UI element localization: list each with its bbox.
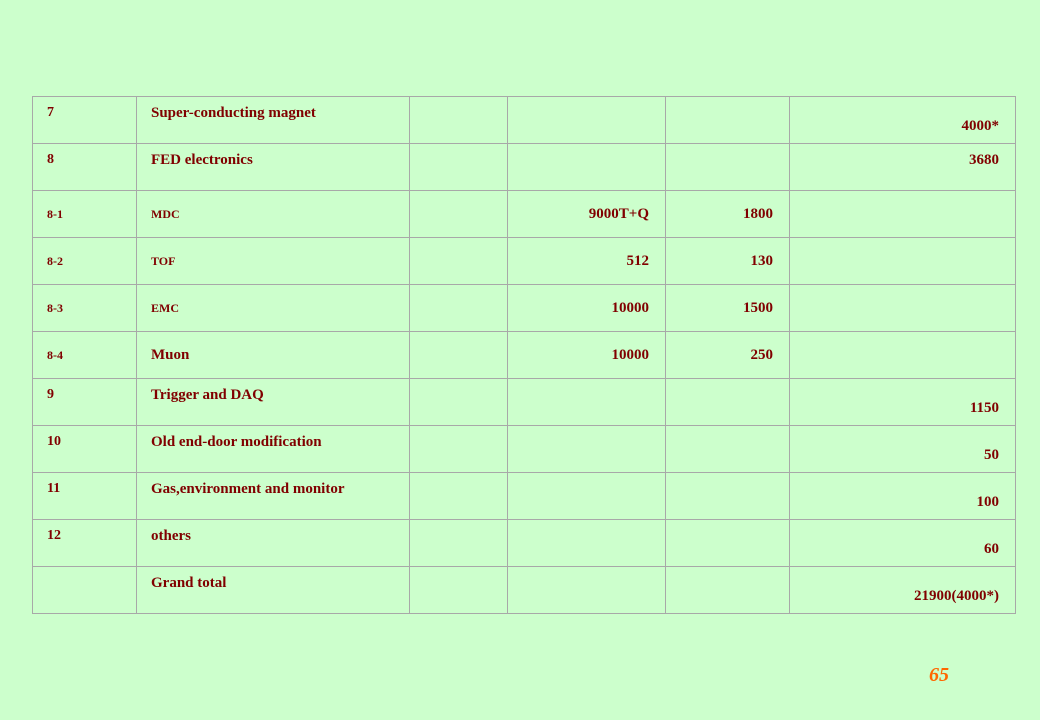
row-name: Grand total [151,575,227,591]
row-name: Trigger and DAQ [151,387,264,403]
row-name: Old end-door modification [151,434,322,450]
row-code [33,567,136,613]
row-name: Super-conducting magnet [151,105,316,121]
table-row [33,520,1016,567]
row-col2 [410,332,507,378]
row-col3 [508,97,665,143]
row-col2 [410,285,507,331]
row-total [790,238,1015,284]
row-total: 4000* [961,118,999,134]
row-col3 [508,144,665,190]
row-code: 9 [47,387,54,402]
row-col3 [508,520,665,566]
table-row [33,426,1016,473]
row-name: MDC [151,206,180,221]
row-total: 3680 [969,152,999,168]
row-col4 [666,520,789,566]
row-code: 12 [47,528,61,543]
table-row [33,473,1016,520]
table-row [33,238,1016,285]
table-row [33,97,1016,144]
row-code: 8-2 [47,253,63,268]
table-row [33,379,1016,426]
row-col4 [666,379,789,425]
row-code: 8-4 [47,347,63,362]
row-col4: 250 [750,346,773,363]
row-col2 [410,144,507,190]
row-name: FED electronics [151,152,253,168]
row-code: 8-1 [47,206,63,221]
row-col3: 512 [626,252,649,269]
row-col3 [508,473,665,519]
row-col4: 130 [750,252,773,269]
row-total: 50 [984,447,999,463]
row-name: others [151,528,191,544]
row-code: 10 [47,434,61,449]
row-col2 [410,520,507,566]
row-total: 21900(4000*) [914,588,999,604]
table-row-grand-total [33,567,1016,614]
row-col4 [666,426,789,472]
table-row [33,285,1016,332]
row-total: 60 [984,541,999,557]
row-name: Gas,environment and monitor [151,481,345,497]
row-col2 [410,379,507,425]
row-col3 [508,379,665,425]
row-code: 7 [47,105,54,120]
table-row [33,332,1016,379]
table-row [33,144,1016,191]
table-row [33,191,1016,238]
row-col3: 9000T+Q [588,205,649,222]
row-name: Muon [151,346,190,363]
cost-table-container [32,96,1016,614]
row-col3: 10000 [611,346,649,363]
row-col2 [410,426,507,472]
row-code: 8 [47,152,54,167]
row-col4: 1800 [743,205,773,222]
row-col4: 1500 [743,299,773,316]
row-col4 [666,567,789,613]
row-col2 [410,97,507,143]
page-number: 65 [929,664,949,686]
row-col3 [508,567,665,613]
row-col2 [410,567,507,613]
row-total [790,332,1015,378]
row-total: 1150 [969,400,999,416]
row-name: EMC [151,300,179,315]
row-total [790,285,1015,331]
row-col4 [666,97,789,143]
row-name: TOF [151,253,176,268]
row-code: 8-3 [47,300,63,315]
row-col2 [410,473,507,519]
row-col3: 10000 [611,299,649,316]
row-code: 11 [47,481,61,496]
row-col4 [666,144,789,190]
row-total: 100 [976,494,999,510]
row-col3 [508,426,665,472]
row-col4 [666,473,789,519]
row-col2 [410,238,507,284]
row-total [790,191,1015,237]
cost-table [32,96,1016,614]
row-col2 [410,191,507,237]
